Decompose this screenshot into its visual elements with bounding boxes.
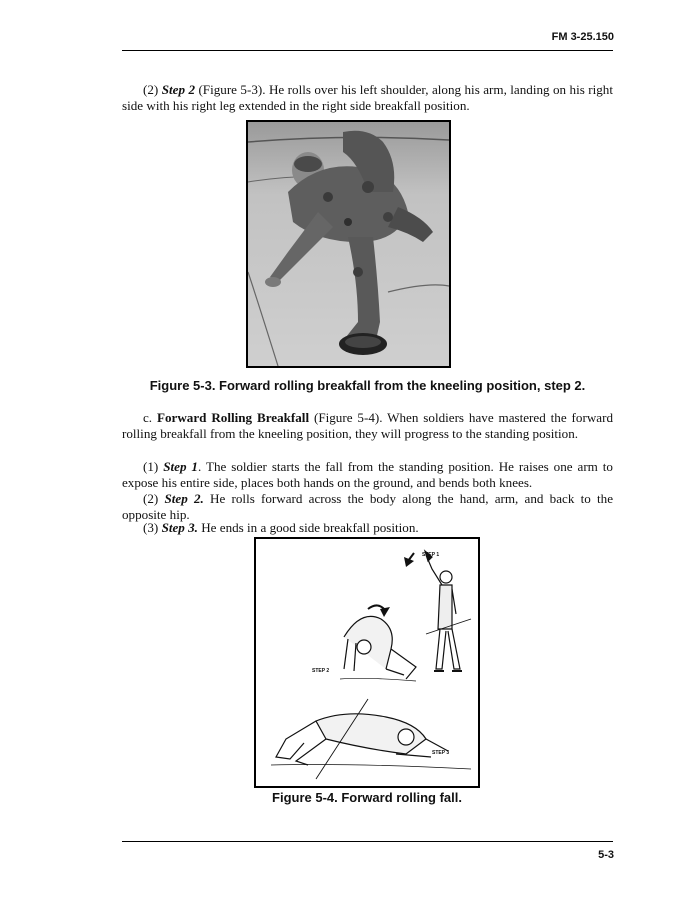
- step2-arrow: [380, 607, 390, 617]
- step3-label-drawing: STEP 3: [432, 750, 450, 756]
- footer-rule: [122, 841, 613, 842]
- figure-5-4-drawing: [254, 537, 480, 788]
- forward-rolling-fall-illustration: [256, 539, 478, 786]
- step1-label: Step 1: [163, 459, 198, 474]
- step1-text: . The soldier starts the fall from the standing position. He raises one arm to expose his entire side, places both hands on the ground, and bends both knees.: [122, 459, 613, 491]
- step1-label-drawing: STEP 1: [422, 552, 440, 558]
- step3-text: He ends in a good side breakfall position.: [197, 520, 419, 535]
- step1-number: (1): [143, 459, 159, 474]
- figure-5-3-caption: Figure 5-3. Forward rolling breakfall from the kneeling position, step 2.: [149, 378, 586, 393]
- step2b-number: (2): [143, 491, 159, 506]
- header-rule: [122, 50, 613, 51]
- paragraph-step-1: [122, 459, 613, 492]
- step2-number: (2): [143, 82, 159, 97]
- paragraph-c-title: Forward Rolling Breakfall: [156, 410, 310, 425]
- step2-label-drawing: STEP 2: [312, 668, 330, 674]
- paragraph-c-letter: c.: [143, 410, 153, 425]
- figure-5-4-caption: Figure 5-4. Forward rolling fall.: [272, 790, 462, 805]
- step2b-label: Step 2.: [164, 491, 204, 506]
- paragraph-step2: [122, 82, 613, 115]
- kneeling-breakfall-photo: [248, 122, 449, 366]
- page-number: 5-3: [598, 849, 614, 861]
- step2b-text: He rolls forward across the body along the hand, arm, and back to the opposite hip.: [122, 491, 614, 523]
- figure-5-3-photo: [246, 120, 451, 368]
- document-id: FM 3-25.150: [551, 31, 614, 43]
- paragraph-step-3: [122, 520, 613, 536]
- paragraph-c-text: (Figure 5-4). When soldiers have mastered the forward rolling breakfall from the kneeling position, they will progress to the standing position.: [122, 410, 613, 442]
- step2-label: Step 2: [161, 82, 195, 97]
- step1-figure: [425, 551, 471, 671]
- step3-number: (3): [143, 520, 159, 535]
- paragraph-c: [122, 410, 613, 443]
- step3-label: Step 3.: [161, 520, 198, 535]
- step2-text: (Figure 5-3). He rolls over his left shoulder, along his arm, landing on his right side with his right leg extended in the right side breakfall position.: [122, 82, 613, 114]
- step2-figure: [340, 616, 416, 681]
- paragraph-step-2: [122, 491, 613, 524]
- step3-figure: [271, 699, 471, 779]
